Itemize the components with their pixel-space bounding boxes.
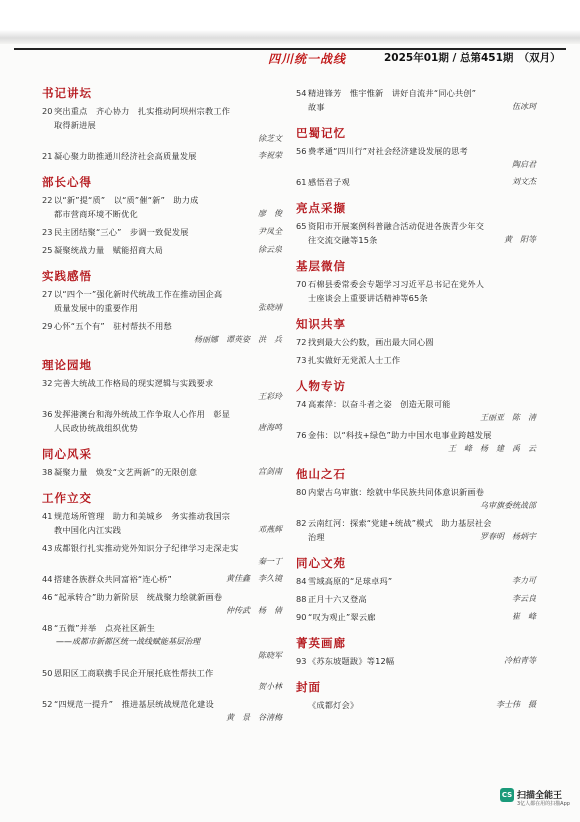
- entry-title: 治理: [308, 532, 325, 542]
- entry-title: 教中国化内江实践: [54, 525, 122, 535]
- entry-author: 唐海鸣: [258, 423, 282, 432]
- entry-author: 秦一丁: [258, 557, 282, 566]
- entry-author: 黄 阳等: [504, 235, 536, 244]
- entry-title: 扎实做好无党派人士工作: [308, 355, 401, 365]
- entry-author: 黄佳鑫 李久镜: [226, 574, 282, 583]
- entry-title: 规范场所管理 助力和美城乡 务实推动我国宗: [54, 511, 231, 521]
- page-number: 27: [42, 289, 53, 299]
- camscanner-logo-icon: CS: [500, 788, 514, 802]
- entry-author: 陶启君: [512, 160, 536, 169]
- page-number: 73: [296, 355, 307, 365]
- contents-entry: [296, 516, 536, 544]
- contents-entry: [296, 428, 536, 455]
- entry-author: 伍冰珂: [512, 102, 536, 111]
- entry-title: 雪域高原的“足球卓玛”: [308, 576, 393, 586]
- contents-entry: [42, 572, 282, 586]
- contents-entry: [42, 541, 282, 568]
- contents-entry: [42, 104, 282, 145]
- section-title: 基层微信: [296, 259, 346, 273]
- entry-author: 李云良: [512, 594, 536, 603]
- entry-author: 徐云泉: [258, 245, 282, 254]
- contents-entry: [296, 335, 536, 349]
- entry-author: 李士伟 摄: [496, 700, 536, 709]
- entry-title: 《成都灯会》: [308, 700, 359, 710]
- page-number: 56: [296, 146, 307, 156]
- section-title: 他山之石: [296, 467, 346, 481]
- contents-entry: [42, 287, 282, 315]
- entry-title: 凝聚统战力量 赋能招商大局: [54, 245, 164, 255]
- contents-entry: [296, 574, 536, 588]
- contents-entry: [42, 376, 282, 403]
- page-number: 52: [42, 699, 53, 709]
- entry-author: 仲传武 杨 倩: [226, 606, 282, 615]
- contents-entry: [296, 219, 536, 247]
- page-number: 72: [296, 337, 307, 347]
- entry-author: 王 峰 杨 建 禹 云: [448, 444, 536, 453]
- page-number: 76: [296, 430, 307, 440]
- entry-title: 心怀“五个有” 驻村帮扶不用愁: [54, 321, 172, 331]
- camscanner-watermark-title: 扫描全能王: [517, 791, 563, 801]
- entry-title: 凝聚力量 焕发“文艺两新”的无限创意: [54, 467, 198, 477]
- issue-number: 2025年01期 / 总第451期 （双月）: [384, 52, 561, 64]
- section-title: 知识共享: [296, 317, 346, 331]
- contents-entry: [42, 149, 282, 163]
- page-number: 84: [296, 576, 307, 586]
- entry-title: 突出重点 齐心协力 扎实推动阿坝州宗教工作: [54, 106, 231, 116]
- contents-entry: [296, 397, 536, 424]
- masthead-logo: 四川统一战线: [268, 52, 347, 66]
- contents-entry: [296, 144, 536, 171]
- entry-title: 精进锋芳 惟宇惟新 讲好自流井“同心共创”: [308, 88, 477, 98]
- section-title: 书记讲坛: [42, 86, 92, 100]
- page-number: 90: [296, 612, 307, 622]
- section-title: 人物专访: [296, 379, 346, 393]
- contents-entry: [42, 509, 282, 537]
- entry-title: “叹为观止”翠云廊: [308, 612, 376, 622]
- entry-author: 陈晓军: [258, 651, 282, 660]
- section-title: 部长心得: [42, 175, 92, 189]
- page-number: 32: [42, 378, 53, 388]
- entry-title: 完善大统战工作格局的现实逻辑与实践要求: [54, 378, 214, 388]
- page-number: 74: [296, 399, 307, 409]
- page-number: 70: [296, 279, 307, 289]
- page-number: 25: [42, 245, 53, 255]
- page-number: 93: [296, 656, 307, 666]
- entry-author: 罗春明 杨炳宇: [480, 532, 536, 541]
- page-number: 29: [42, 321, 53, 331]
- entry-author: 乌审旗委统战部: [480, 501, 536, 510]
- entry-title: 往交流交融等15条: [308, 235, 378, 245]
- page-number: 61: [296, 177, 307, 187]
- entry-title: 故事: [308, 102, 325, 112]
- entry-author: 张晓靖: [258, 303, 282, 312]
- entry-title: 内蒙古乌审旗：绘就中华民族共同体意识新画卷: [308, 487, 485, 497]
- section-title: 同心文苑: [296, 556, 346, 570]
- contents-entry: [42, 666, 282, 693]
- contents-entry: [42, 407, 282, 435]
- contents-entry: [296, 654, 536, 668]
- entry-title: 金伟：以“科技+绿色”助力中国水电事业跨越发展: [308, 430, 492, 440]
- contents-entry: [296, 277, 536, 305]
- entry-title: “起承转合”助力新阶层 统战聚力绘就新画卷: [54, 592, 223, 602]
- section-title: 理论园地: [42, 358, 92, 372]
- contents-entry: [42, 465, 282, 479]
- page-number: 65: [296, 221, 307, 231]
- page-number: 23: [42, 227, 53, 237]
- page-number: 88: [296, 594, 307, 604]
- page-number: 36: [42, 409, 53, 419]
- camscanner-watermark-subtitle: 3亿人都在用的扫描App: [517, 801, 570, 807]
- entry-title: 《苏东坡题跋》等12幅: [308, 656, 395, 666]
- page-number: 82: [296, 518, 307, 528]
- contents-right-column: [296, 86, 536, 724]
- entry-author: 尹凤全: [258, 227, 282, 236]
- page-number: 38: [42, 467, 53, 477]
- entry-title: 民主团结聚“三心” 步调一致促发展: [54, 227, 189, 237]
- entry-subtitle: ——成都市新都区统一战线赋能基层治理: [56, 637, 200, 646]
- entry-title: “四规范一提升” 推进基层统战规范化建设: [54, 699, 214, 709]
- page-number: 20: [42, 106, 53, 116]
- section-title: 实践感悟: [42, 269, 92, 283]
- entry-author: 徐芝文: [258, 134, 282, 143]
- section-title: 工作立交: [42, 491, 92, 505]
- entry-title: 找到最大公约数，画出最大同心圆: [308, 337, 434, 347]
- entry-title: 质量发展中的重要作用: [54, 303, 138, 313]
- page-number: 54: [296, 88, 307, 98]
- contents-entry: [42, 225, 282, 239]
- entry-author: 宫剑南: [258, 467, 282, 476]
- contents-entry: [296, 485, 536, 512]
- entry-title: 以“四个一”强化新时代统战工作在推动国企高: [54, 289, 223, 299]
- contents-entry: [42, 697, 282, 724]
- entry-title: 取得新进展: [54, 120, 96, 130]
- section-title: 菁英画廊: [296, 636, 346, 650]
- contents-entry: [296, 353, 536, 367]
- entry-author: 廖 俊: [258, 209, 282, 218]
- page-number: 50: [42, 668, 53, 678]
- page-number: 44: [42, 574, 53, 584]
- section-title: 同心风采: [42, 447, 92, 461]
- entry-author: 杨丽娜 谭英姿 洪 兵: [194, 335, 282, 344]
- section-title: 封面: [296, 680, 321, 694]
- entry-author: 邓燕辉: [258, 525, 282, 534]
- entry-title: 石棉县委常委会专题学习习近平总书记在党外人: [308, 279, 485, 289]
- entry-author: 贺小林: [258, 682, 282, 691]
- entry-title: 成都银行扎实推动党外知识分子纪律学习走深走实: [54, 543, 239, 553]
- entry-author: 刘文杰: [512, 177, 536, 186]
- entry-title: 搭建各族群众共同富裕“连心桥”: [54, 574, 172, 584]
- entry-title: 资阳市开展案例科普融合活动促进各族青少年交: [308, 221, 485, 231]
- page-number: 22: [42, 195, 53, 205]
- page-number: 21: [42, 151, 53, 161]
- entry-author: 王丽亚 陈 清: [480, 413, 536, 422]
- contents-entry: [42, 319, 282, 346]
- section-title: 巴蜀记忆: [296, 126, 346, 140]
- contents-entry: [42, 243, 282, 257]
- page-number: 80: [296, 487, 307, 497]
- contents-entry: [42, 193, 282, 221]
- entry-title: 恩阳区工商联携手民企开展托底性帮扶工作: [54, 668, 214, 678]
- section-title: 亮点采撷: [296, 201, 346, 215]
- contents-entry: [296, 592, 536, 606]
- entry-author: 黄 景 谷清梅: [226, 713, 282, 722]
- entry-title: 以“新”提“质” 以“质”催“新” 助力成: [54, 195, 199, 205]
- contents-entry: [296, 698, 536, 712]
- contents-entry: [42, 621, 282, 662]
- page-number: 43: [42, 543, 53, 553]
- entry-title: 费孝通“四川行”对社会经济建设发展的思考: [308, 146, 468, 156]
- page-number: 46: [42, 592, 53, 602]
- entry-title: 云南红河：探索“党建+统战”模式 助力基层社会: [308, 518, 492, 528]
- entry-title: 都市营商环境不断优化: [54, 209, 138, 219]
- entry-author: 李祝荣: [258, 151, 282, 160]
- entry-title: 士座谈会上重要讲话精神等65条: [308, 293, 428, 303]
- page-number: 48: [42, 623, 53, 633]
- scan-top-margin: [0, 0, 580, 44]
- page-number: 41: [42, 511, 53, 521]
- contents-entry: [42, 590, 282, 617]
- contents-entry: [296, 86, 536, 114]
- entry-title: 凝心聚力助推通川经济社会高质量发展: [54, 151, 197, 161]
- contents-entry: [296, 175, 536, 189]
- entry-title: 人民政协统战组织优势: [54, 423, 138, 433]
- entry-author: 崔 峰: [512, 612, 536, 621]
- entry-author: 王彩玲: [258, 392, 282, 401]
- contents-left-column: [42, 86, 282, 736]
- entry-title: 发挥港澳台和海外统战工作争取人心作用 彰显: [54, 409, 231, 419]
- entry-author: 冷柏青等: [504, 656, 536, 665]
- entry-title: 高素萍：以奋斗者之姿 创造无限可能: [308, 399, 451, 409]
- entry-title: “五微”并举 点亮社区新生: [54, 623, 156, 633]
- entry-title: 正月十六又登高: [308, 594, 367, 604]
- entry-title: 感悟君子观: [308, 177, 350, 187]
- entry-author: 李力可: [512, 576, 536, 585]
- contents-entry: [296, 610, 536, 624]
